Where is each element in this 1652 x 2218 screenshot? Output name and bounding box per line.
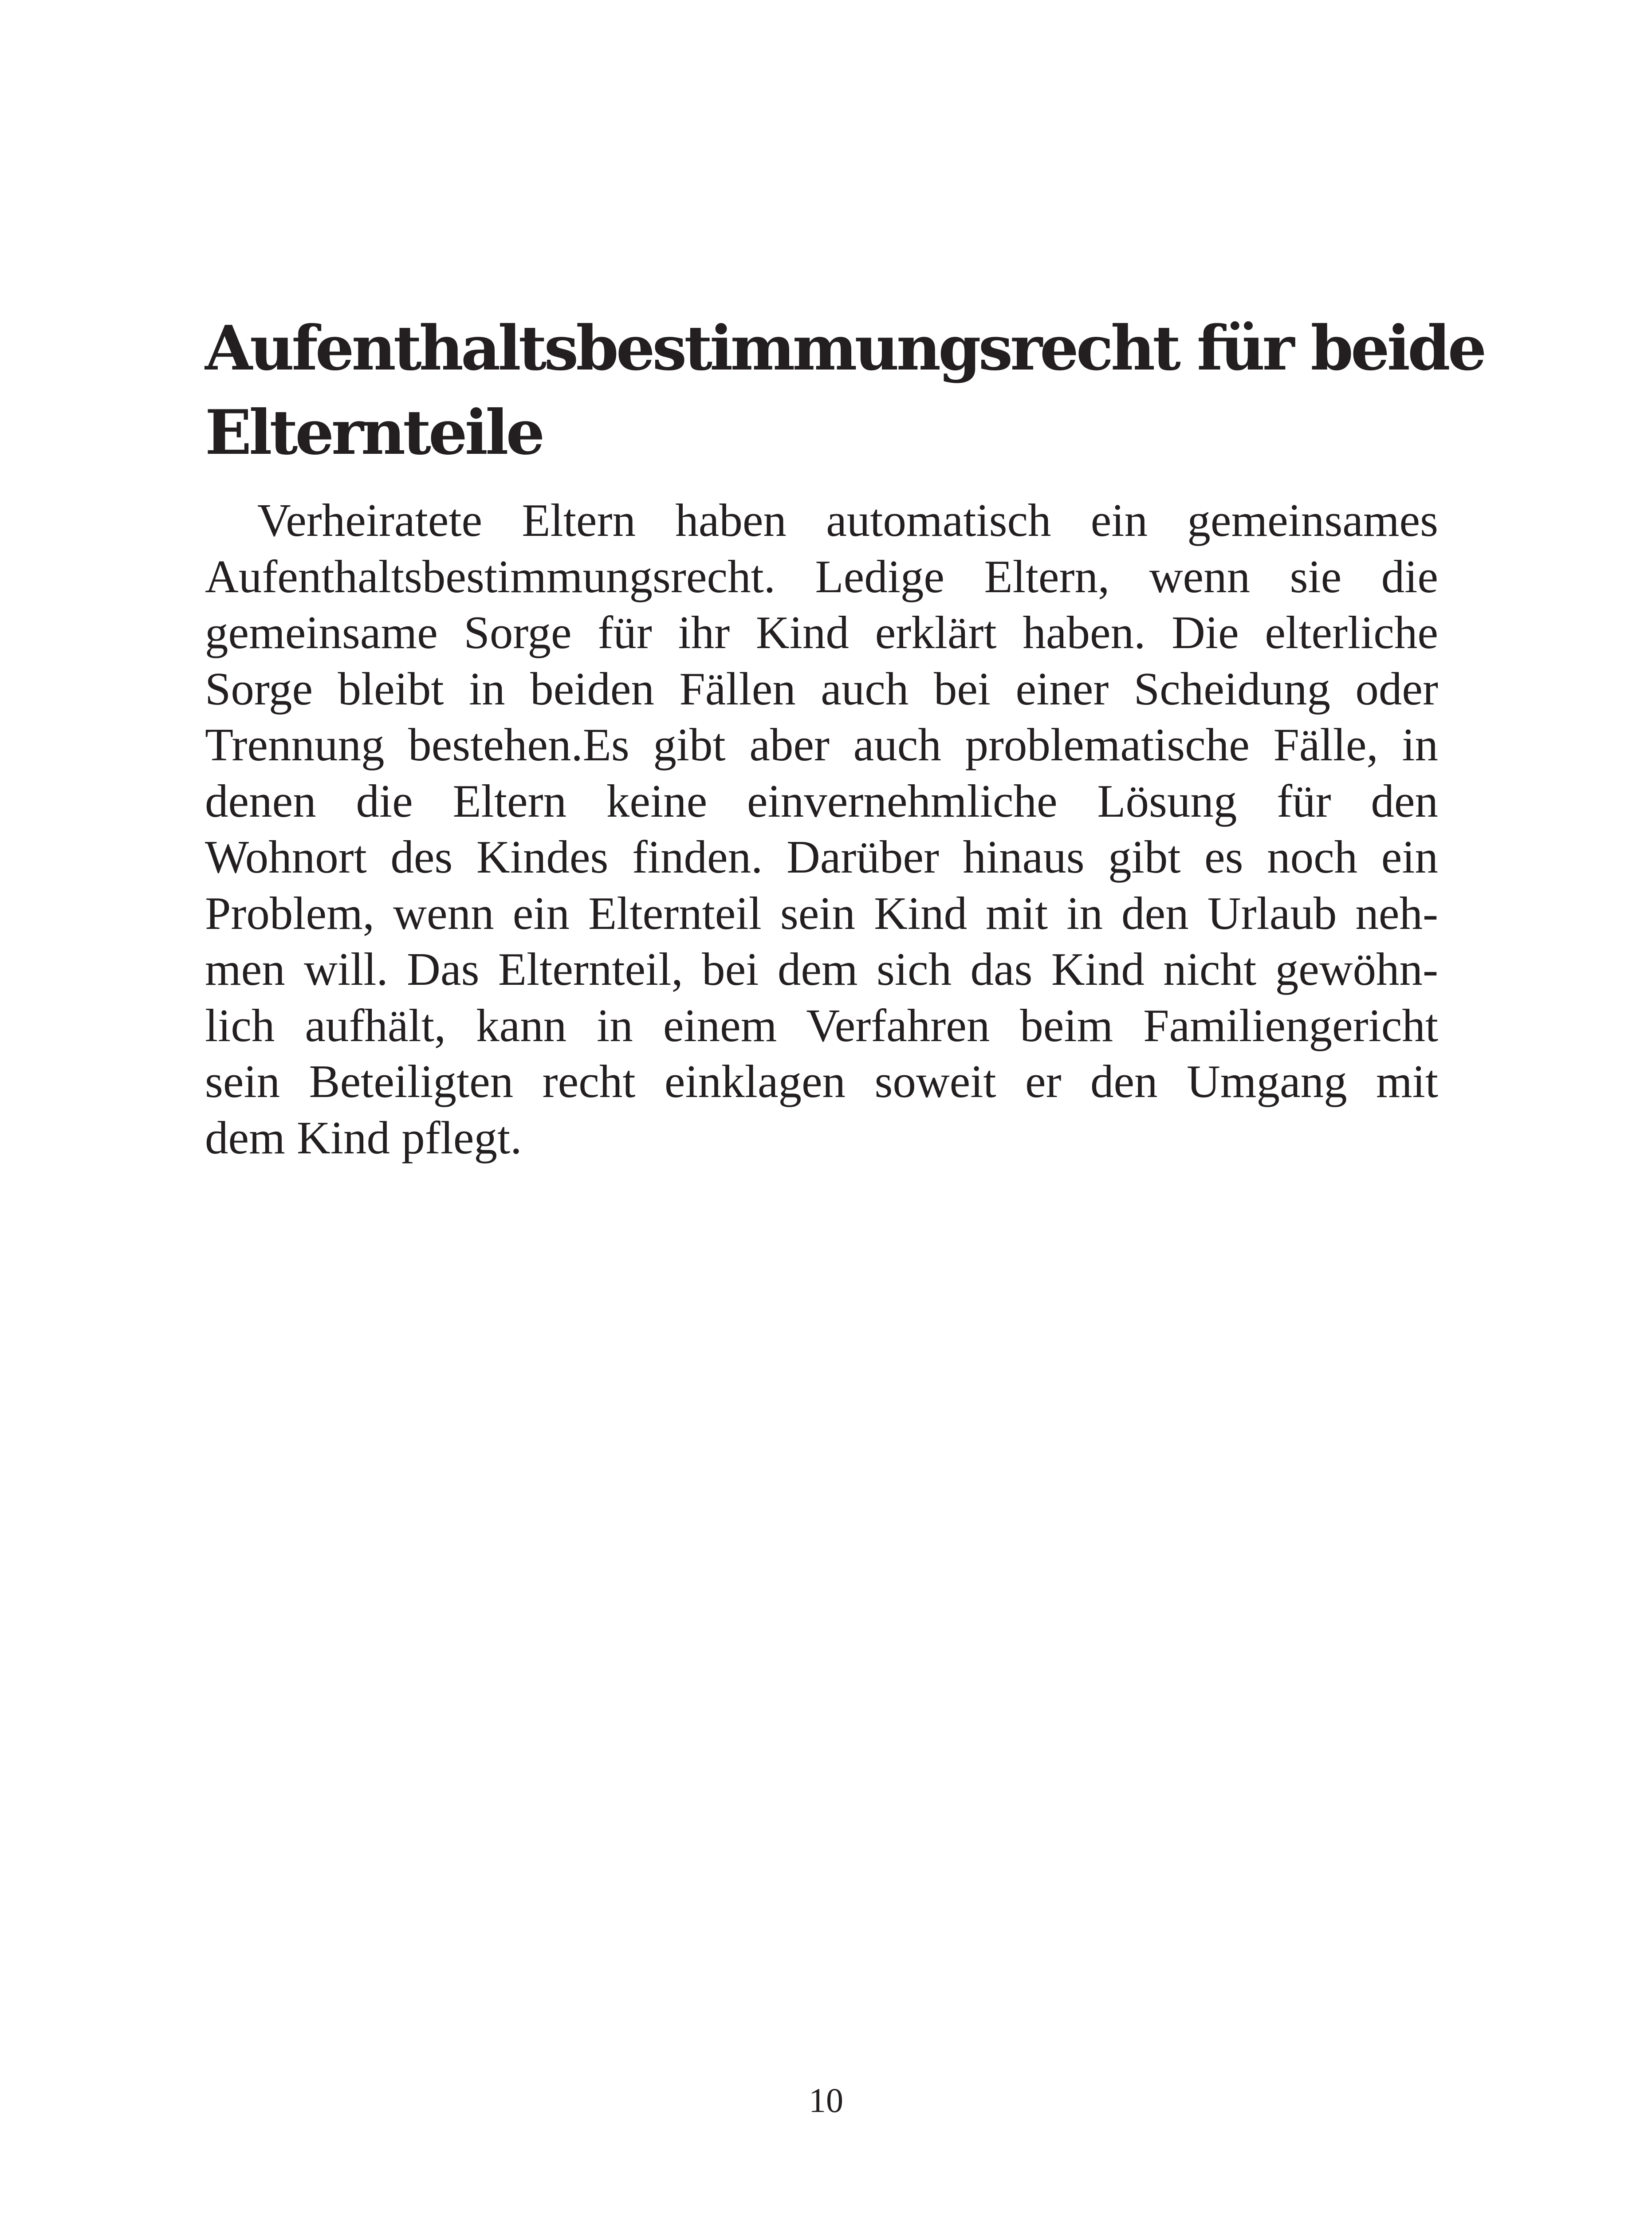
- page-number: 10: [809, 2081, 843, 2120]
- paragraph-line: Trennung bestehen.Es gibt aber auch problematische Fälle, in: [205, 719, 1438, 771]
- paragraph-line: sein Beteiligten recht einklagen soweit er den Umgang mit: [205, 1055, 1438, 1107]
- paragraph-line: lich aufhält, kann in einem Verfahren beim Familiengericht: [205, 999, 1438, 1051]
- paragraph-line: men will. Das Elternteil, bei dem sich das Kind nicht gewöhn-: [205, 943, 1438, 995]
- paragraph-line: gemeinsame Sorge für ihr Kind erklärt haben. Die elterliche: [205, 606, 1438, 658]
- paragraph-line: dem Kind pflegt.: [205, 1111, 522, 1164]
- paragraph-line: Aufenthaltsbestimmungsrecht. Ledige Eltern, wenn sie die: [205, 550, 1438, 602]
- paragraph-line: Problem, wenn ein Elternteil sein Kind mit in den Urlaub neh-: [205, 887, 1438, 939]
- paragraph-line: Wohnort des Kindes finden. Darüber hinaus gibt es noch ein: [205, 831, 1438, 883]
- paragraph-line: Verheiratete Eltern haben automatisch ein gemeinsames: [257, 494, 1438, 546]
- section-heading-line: Elternteile: [205, 396, 543, 468]
- paragraph-line: Sorge bleibt in beiden Fällen auch bei einer Scheidung oder: [205, 662, 1438, 715]
- section-heading-line: Aufenthaltsbestimmungsrecht für beide: [205, 312, 1484, 384]
- paragraph-line: denen die Eltern keine einvernehmliche Lösung für den: [205, 775, 1438, 827]
- body-paragraph: [205, 492, 1438, 1166]
- section-heading: [205, 306, 1484, 475]
